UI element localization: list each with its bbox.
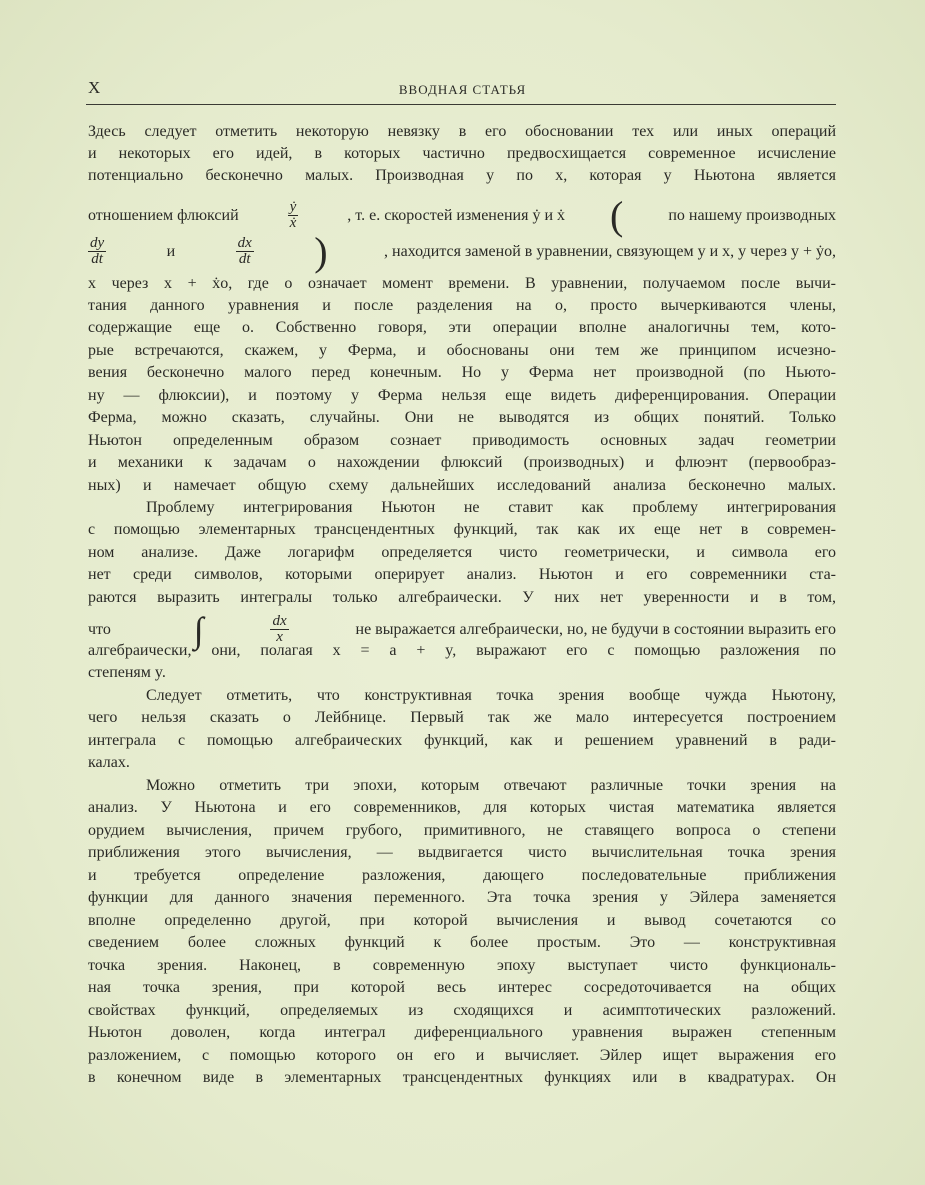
fraction-numerator: dx — [237, 235, 252, 251]
text-line: и механики к задачам о нахождении флюксий (производных) и флюэнт (первообраз- — [88, 454, 836, 471]
text-line: ная точка зрения, при которой весь интерес сосредоточивается на общих — [88, 979, 836, 996]
text-line: калах. — [88, 754, 130, 771]
text-line: и некоторых его идей, в которых частично предвосхищается современное исчисление — [88, 145, 836, 162]
fraction-denominator: x — [276, 629, 283, 645]
text-line: точка зрения. Наконец, в современную эпоху выступает чисто функциональ- — [88, 957, 836, 974]
paragraph-first-line: Можно отметить три эпохи, которым отвечают различные точки зрения на — [146, 777, 836, 794]
text-line: x через x + ẋo, где o означает момент времени. В уравнении, получаемом после вычи- — [88, 275, 836, 292]
fraction-denominator: dt — [91, 251, 103, 267]
text-segment: , т. е. скоростей изменения ẏ и ẋ — [347, 206, 565, 224]
text-line: нет среди символов, которыми оперирует анализ. Ньютон и его современники ста- — [88, 566, 836, 583]
text-line: чего нельзя сказать о Лейбнице. Первый так же мало интересуется построением — [88, 709, 836, 726]
text-line: рые встречаются, скажем, у Ферма, и обоснованы они тем же принципом исчезно- — [88, 342, 836, 359]
text-line: с помощью элементарных трансцендентных функций, так как их еще нет в современ- — [88, 521, 836, 538]
text-line: сведением более сложных функций к более простым. Это — конструктивная — [88, 934, 836, 951]
text-line-derivatives — [88, 228, 836, 274]
page-number: X — [88, 78, 101, 97]
fraction-numerator: ẏ — [289, 199, 297, 215]
text-line: степеням y. — [88, 664, 166, 681]
dy-dt-fraction — [88, 236, 106, 267]
text-line: Ферма, можно сказать, случайны. Они не выводятся из общих понятий. Только — [88, 409, 836, 426]
text-line: интеграла с помощью алгебраических функций, как и решением уравнений в ради- — [88, 732, 836, 749]
text-line: функции для данного значения переменного. Эта точка зрения у Эйлера заменяется — [88, 889, 836, 906]
text-line: ном анализе. Даже логарифм определяется чисто геометрически, и символа его — [88, 544, 836, 561]
header-rule — [86, 104, 836, 105]
paragraph-first-line: Следует отметить, что конструктивная точка зрения вообще чужда Ньютону, — [146, 687, 836, 704]
integral-sign: ∫ — [193, 609, 204, 650]
text-segment: по нашему производных — [668, 206, 836, 224]
text-segment: отношением флюксий — [88, 206, 239, 224]
fluxion-fraction — [288, 200, 299, 231]
text-line: вполне определенно другой, при которой вычисления и вывод сочетаются со — [88, 912, 836, 929]
text-line: орудием вычисления, причем грубого, примитивного, не ставящего вопроса о степени — [88, 822, 836, 839]
text-line: тания данного уравнения и после разделения на o, просто вычеркиваются члены, — [88, 297, 836, 314]
text-segment: , находится заменой в уравнении, связующем y и x, y через y + ẏo, — [384, 242, 836, 260]
close-parenthesis: ) — [314, 228, 328, 274]
text-line: приближения этого вычисления, — выдвигается чисто вычислительная точка зрения — [88, 844, 836, 861]
text-line: свойствах функций, определяемых из сходящихся и асимптотических разложений. — [88, 1002, 836, 1019]
fraction-numerator: dy — [90, 235, 105, 251]
text-line: разложением, с помощью которого он его и вычисляет. Эйлер ищет выражения его — [88, 1047, 836, 1064]
text-line: в конечном виде в элементарных трансцендентных функциях или в квадратурах. Он — [88, 1069, 836, 1086]
text-line: алгебраически, они, полагая x = a + y, выражают его с помощью разложения по — [88, 642, 836, 659]
text-line: анализ. У Ньютона и его современников, для которых чистая математика является — [88, 799, 836, 816]
paragraph-first-line: Проблему интегрирования Ньютон не ставит как проблему интегрирования — [146, 499, 836, 516]
open-parenthesis: ( — [610, 192, 624, 238]
text-line: ну — флюксии), и поэтому у Ферма нельзя еще видеть диференцирования. Операции — [88, 387, 836, 404]
text-line: Здесь следует отметить некоторую невязку в его обосновании тех или иных операций — [88, 123, 836, 140]
text-line-integral — [88, 609, 836, 650]
text-line-fluxion-ratio — [88, 192, 836, 238]
text-segment: и — [166, 242, 176, 260]
fraction-denominator: dt — [238, 251, 251, 267]
fraction-denominator: ẋ — [289, 215, 297, 231]
text-segment: не выражается алгебраически, но, не будучи в состоянии выразить его — [355, 620, 836, 638]
text-line: содержащие еще o. Собственно говоря, эти операции вполне аналогичны тем, кото- — [88, 319, 836, 336]
text-line: и требуется определение разложения, дающего последовательные приближения — [88, 867, 836, 884]
dx-dt-fraction — [236, 236, 254, 267]
text-line: вения бесконечно малого перед конечным. Но у Ферма нет производной (по Ньюто- — [88, 364, 836, 381]
running-title: ВВОДНАЯ СТАТЬЯ — [398, 82, 527, 97]
text-line: Ньютон определенным образом сознает приводимость основных задач геометрии — [88, 432, 836, 449]
text-line: ных) и намечает общую схему дальнейших исследований анализа бесконечно малых. — [88, 477, 836, 494]
fraction-numerator: dx — [272, 613, 287, 629]
text-line: потенциально бесконечно малых. Производная y по x, которая у Ньютона является — [88, 167, 836, 184]
text-line: Ньютон доволен, когда интеграл диференциального уравнения выражен степенным — [88, 1024, 836, 1041]
text-line: раются выразить интегралы только алгебраически. У них нет уверенности и в том, — [88, 589, 836, 606]
text-segment: что — [88, 620, 111, 638]
dx-over-x-fraction — [270, 614, 288, 645]
